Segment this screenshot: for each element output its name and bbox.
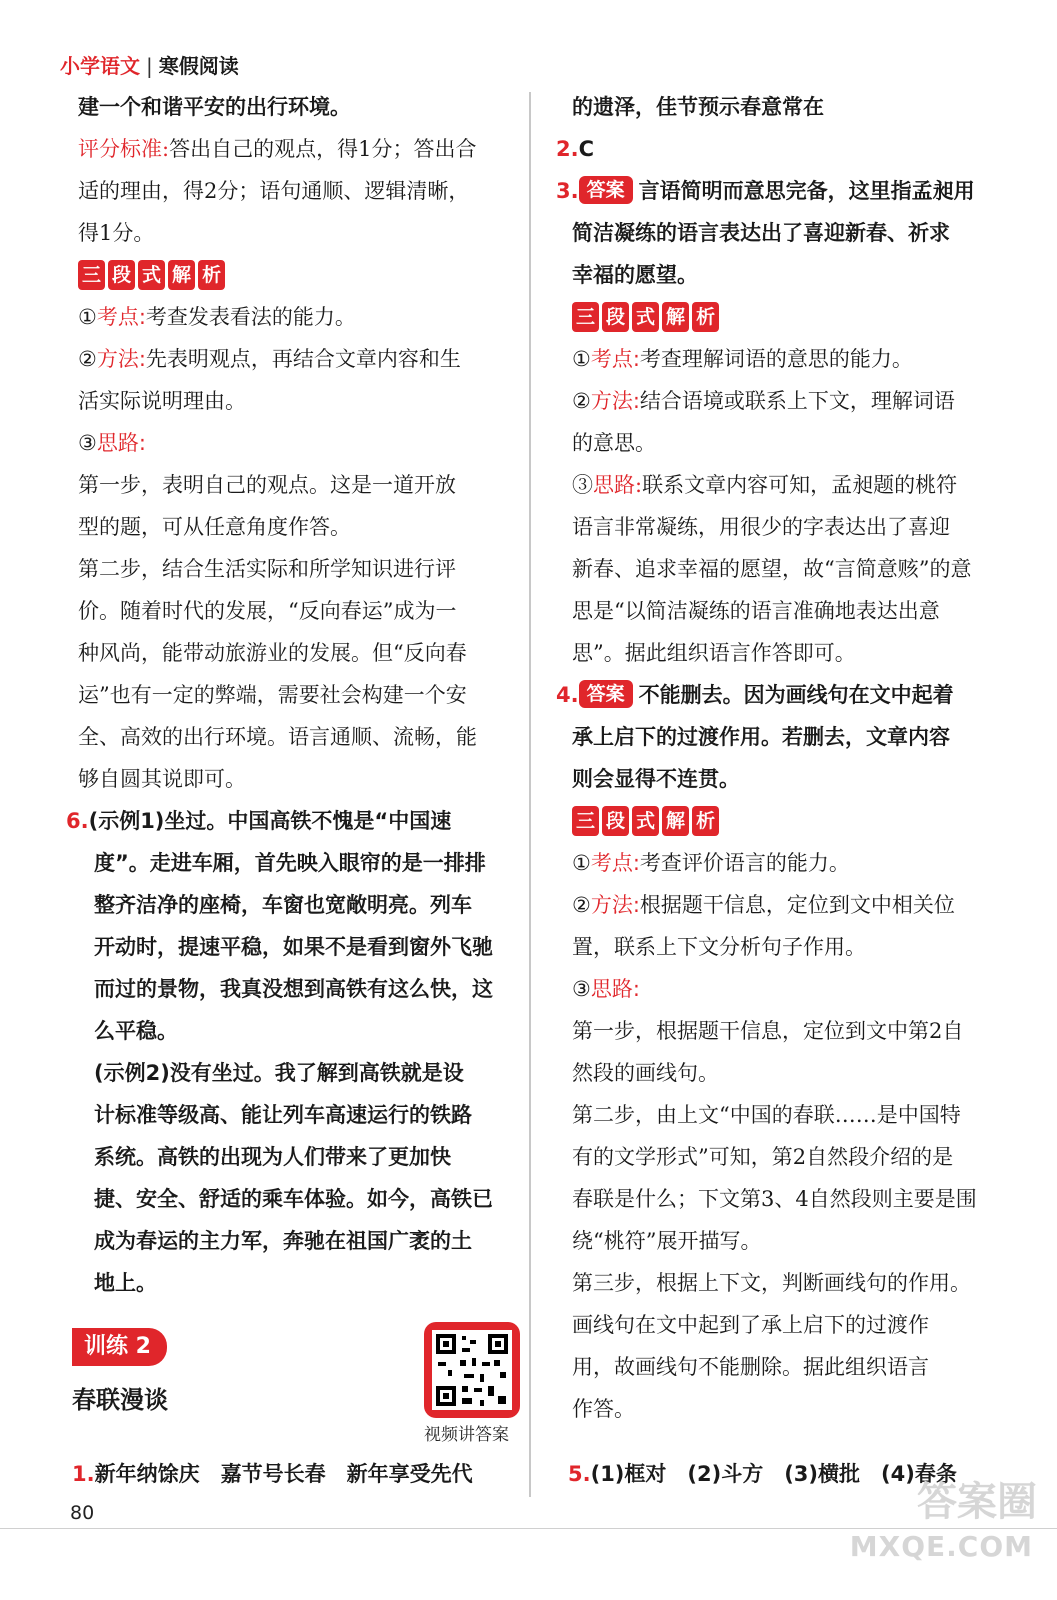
qr-caption: 视频讲答案 xyxy=(424,1425,509,1445)
silu-line xyxy=(556,464,1016,506)
step-line: 运”也有一定的弊端，需要社会构建一个安 xyxy=(78,683,467,707)
q4-line: 承上启下的过渡作用。若删去，文章内容 xyxy=(572,725,950,749)
step-line: 价。随着时代的发展，“反向春运”成为一 xyxy=(78,599,457,623)
badge-char: 解 xyxy=(662,302,689,332)
q6-line: 整齐洁净的座椅，车窗也宽敞明亮。列车 xyxy=(94,893,472,917)
silu-label: 思路: xyxy=(593,473,643,497)
q6-line: (示例2)没有坐过。我了解到高铁就是设 xyxy=(94,1061,464,1085)
q6-line: 开动时，提速平稳，如果不是看到窗外飞驰 xyxy=(94,935,493,959)
circled-num: ② xyxy=(78,347,97,371)
q4-text: 不能删去。因为画线句在文中起着 xyxy=(638,683,954,707)
column-divider xyxy=(529,92,531,1497)
kaodian-line xyxy=(78,296,518,338)
left-column xyxy=(66,86,518,1304)
fangfa-text: 结合语境或联系上下文，理解词语 xyxy=(639,389,955,413)
answer-badge: 答案 xyxy=(579,176,633,204)
header-separator: | xyxy=(146,54,153,78)
badge-char: 三 xyxy=(572,806,599,836)
question-number: 6. xyxy=(66,809,89,833)
silu-line: 思是“以简洁凝练的语言准确地表达出意 xyxy=(572,599,940,623)
rubric-label: 评分标准: xyxy=(78,137,170,161)
qr-pattern xyxy=(432,1330,512,1410)
footer-rule xyxy=(0,1528,1057,1529)
step-line: 第一步，根据题干信息，定位到文中第2自 xyxy=(572,1019,964,1043)
badge-char: 析 xyxy=(198,260,225,290)
step-line: 春联是什么；下文第3、4自然段则主要是围 xyxy=(572,1187,977,1211)
kaodian-line xyxy=(556,338,1016,380)
badge-char: 析 xyxy=(692,806,719,836)
silu-line xyxy=(78,422,518,464)
fangfa-label: 方法: xyxy=(590,389,640,413)
step-line: 用，故画线句不能删除。据此组织语言 xyxy=(572,1355,929,1379)
question-number: 3. xyxy=(556,179,579,203)
page-number: 80 xyxy=(70,1502,95,1524)
badge-char: 段 xyxy=(108,260,135,290)
q6-line: 计标准等级高、能让列车高速运行的铁路 xyxy=(94,1103,472,1127)
badge-char: 解 xyxy=(662,806,689,836)
q6-line: 而过的景物，我真没想到高铁有这么快，这 xyxy=(94,977,493,1001)
badge-char: 解 xyxy=(168,260,195,290)
circled-num: ③ xyxy=(572,977,591,1001)
fangfa-label: 方法: xyxy=(96,347,146,371)
q5-line xyxy=(568,1458,957,1488)
q5-text: (1)框对 (2)斗方 (3)横批 (4)春条 xyxy=(590,1462,957,1486)
fangfa-line: 的意思。 xyxy=(572,431,656,455)
badge-char: 式 xyxy=(632,806,659,836)
kaodian-text: 考查理解词语的意思的能力。 xyxy=(639,347,913,371)
silu-line xyxy=(556,968,1016,1010)
q1-line xyxy=(72,1458,473,1488)
qr-code[interactable] xyxy=(424,1322,520,1418)
question-number: 5. xyxy=(568,1462,591,1486)
step-line: 作答。 xyxy=(572,1397,635,1421)
q6-line: 系统。高铁的出现为人们带来了更加快 xyxy=(94,1145,451,1169)
fangfa-line xyxy=(556,884,1016,926)
circled-num: ① xyxy=(572,347,591,371)
q4-line xyxy=(556,674,1016,716)
q3-line: 幸福的愿望。 xyxy=(572,263,698,287)
step-line: 第二步，由上文“中国的春联……是中国特 xyxy=(572,1103,961,1127)
silu-text: 联系文章内容可知，孟昶题的桃符 xyxy=(642,473,958,497)
q6-line: 成为春运的主力军，奔驰在祖国广袤的土 xyxy=(94,1229,472,1253)
watermark-logo: 答案圈 xyxy=(917,1479,1037,1525)
right-column xyxy=(556,86,1016,1430)
q4-line: 则会显得不连贯。 xyxy=(572,767,740,791)
q2-line xyxy=(556,128,1016,170)
q6-line: 地上。 xyxy=(94,1271,157,1295)
step-line: 第三步，根据上下文，判断画线句的作用。 xyxy=(572,1271,971,1295)
question-number: 4. xyxy=(556,683,579,707)
fangfa-text: 先表明观点，再结合文章内容和生 xyxy=(145,347,461,371)
badge-char: 三 xyxy=(78,260,105,290)
kaodian-line xyxy=(556,842,1016,884)
silu-line: 新春、追求幸福的愿望，故“言简意赅”的意 xyxy=(572,557,972,581)
silu-label: 思路: xyxy=(96,431,146,455)
circled-num: ① xyxy=(78,305,97,329)
fangfa-line: 活实际说明理由。 xyxy=(78,389,246,413)
badge-char: 析 xyxy=(692,302,719,332)
analysis-badge xyxy=(78,260,225,290)
step-line: 然段的画线句。 xyxy=(572,1061,719,1085)
q2-answer: C xyxy=(578,137,595,161)
q6-line xyxy=(66,800,518,842)
q1-text: 新年纳馀庆 嘉节号长春 新年享受先代 xyxy=(94,1462,473,1486)
silu-line: 语言非常凝练，用很少的字表达出了喜迎 xyxy=(572,515,950,539)
kaodian-text: 考查评价语言的能力。 xyxy=(639,851,850,875)
rubric-text: 答出自己的观点，得1分；答出合 xyxy=(169,137,477,161)
silu-label: 思路: xyxy=(590,977,640,1001)
step-line: 画线句在文中起到了承上启下的过渡作 xyxy=(572,1313,929,1337)
q6-text: (示例1)坐过。中国高铁不愧是“中国速 xyxy=(88,809,452,833)
circled-num: ① xyxy=(572,851,591,875)
step-line: 够自圆其说即可。 xyxy=(78,767,246,791)
q6-line: 么平稳。 xyxy=(94,1019,178,1043)
step-line: 第一步，表明自己的观点。这是一道开放 xyxy=(78,473,456,497)
answer-badge: 答案 xyxy=(579,680,633,708)
badge-char: 段 xyxy=(602,806,629,836)
fangfa-line xyxy=(556,380,1016,422)
step-line: 型的题，可从任意角度作答。 xyxy=(78,515,351,539)
page-header xyxy=(60,50,239,79)
header-book: 寒假阅读 xyxy=(158,54,239,78)
circled-num: ③ xyxy=(572,473,593,497)
q3-text: 言语简明而意思完备，这里指孟昶用 xyxy=(638,179,975,203)
q3-line xyxy=(556,170,1016,212)
fangfa-line: 置，联系上下文分析句子作用。 xyxy=(572,935,866,959)
section-title: 春联漫谈 xyxy=(72,1385,168,1414)
kaodian-text: 考查发表看法的能力。 xyxy=(145,305,356,329)
training-badge: 训练 2 xyxy=(72,1328,167,1366)
kaodian-label: 考点: xyxy=(96,305,146,329)
step-line: 种风尚，能带动旅游业的发展。但“反向春 xyxy=(78,641,467,665)
badge-char: 式 xyxy=(632,302,659,332)
step-line: 绕“桃符”展开描写。 xyxy=(572,1229,762,1253)
q6-line: 度”。走进车厢，首先映入眼帘的是一排排 xyxy=(94,851,486,875)
badge-char: 式 xyxy=(138,260,165,290)
step-line: 全、高效的出行环境。语言通顺、流畅，能 xyxy=(78,725,477,749)
analysis-badge xyxy=(556,806,719,836)
question-number: 1. xyxy=(72,1462,95,1486)
kaodian-label: 考点: xyxy=(590,347,640,371)
circled-num: ② xyxy=(572,389,591,413)
rubric-line: 适的理由，得2分；语句通顺、逻辑清晰， xyxy=(78,179,470,203)
q6-line: 捷、安全、舒适的乘车体验。如今，高铁已 xyxy=(94,1187,493,1211)
rubric-line xyxy=(78,128,518,170)
header-subject: 小学语文 xyxy=(60,54,140,78)
watermark-url: MXQE.COM xyxy=(849,1530,1033,1563)
badge-char: 三 xyxy=(572,302,599,332)
circled-num: ③ xyxy=(78,431,97,455)
fangfa-text: 根据题干信息，定位到文中相关位 xyxy=(639,893,955,917)
q3-line: 简洁凝练的语言表达出了喜迎新春、祈求 xyxy=(572,221,950,245)
fangfa-line xyxy=(78,338,518,380)
fangfa-label: 方法: xyxy=(590,893,640,917)
text-line: 的遗泽，佳节预示春意常在 xyxy=(572,95,824,119)
text-line: 建一个和谐平安的出行环境。 xyxy=(78,95,351,119)
silu-line: 思”。据此组织语言作答即可。 xyxy=(572,641,856,665)
rubric-line: 得1分。 xyxy=(78,221,155,245)
badge-char: 段 xyxy=(602,302,629,332)
step-line: 第二步，结合生活实际和所学知识进行评 xyxy=(78,557,456,581)
question-number: 2. xyxy=(556,137,579,161)
circled-num: ② xyxy=(572,893,591,917)
step-line: 有的文学形式”可知，第2自然段介绍的是 xyxy=(572,1145,954,1169)
analysis-badge xyxy=(556,302,719,332)
kaodian-label: 考点: xyxy=(590,851,640,875)
